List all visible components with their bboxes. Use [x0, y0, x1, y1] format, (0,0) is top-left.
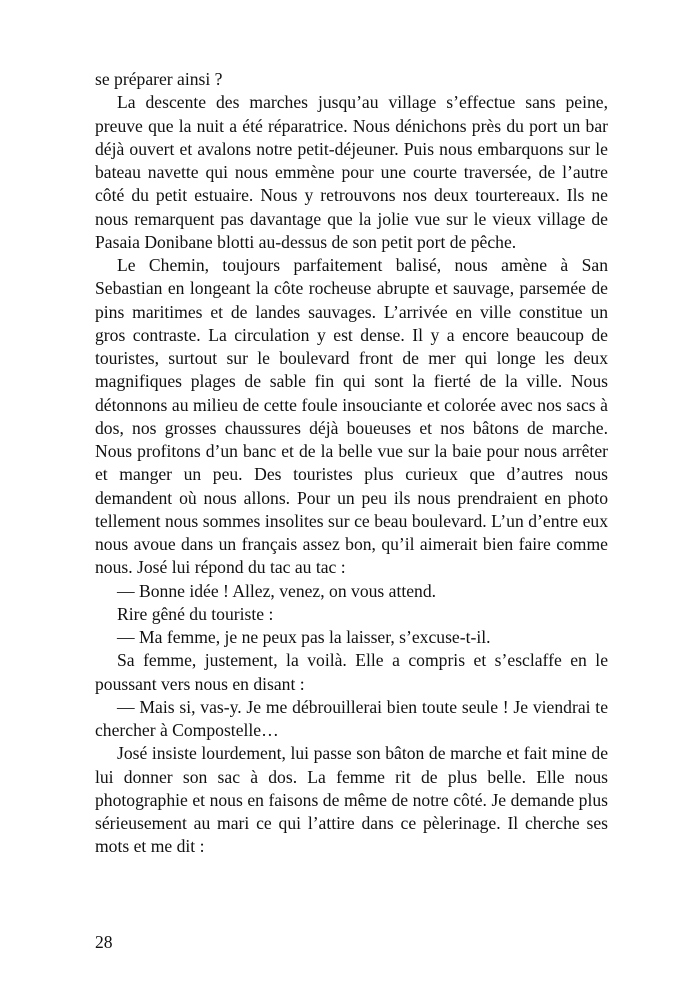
paragraph: La descente des marches jusqu’au village s’effectue sans peine, preuve que la nuit a été réparatrice. Nous dénichons près du port un bar déjà ouvert et avalons notre petit-déjeuner. Puis nous embarquons sur le bateau navette qui nous emmène pour une courte traversée, de l’autre côté du petit estuaire. Nous y retrouvons nos deux tourtereaux. Ils ne nous remarquent pas davantage que la jolie vue sur le vieux village de Pasaia Donibane blotti au-dessus de son petit port de pêche.: [95, 92, 608, 252]
page-number: 28: [95, 932, 113, 952]
paragraph: Sa femme, justement, la voilà. Elle a compris et s’esclaffe en le poussant vers nous en disant :: [95, 650, 608, 694]
dialogue-line: — Ma femme, je ne peux pas la laisser, s’excuse-t-il.: [117, 627, 491, 647]
paragraph-continuation: se préparer ainsi ?: [95, 69, 223, 89]
paragraph: Rire gêné du touriste :: [117, 603, 274, 624]
body-text: [95, 68, 608, 859]
paragraph: José insiste lourdement, lui passe son bâton de marche et fait mine de lui donner son sac à dos. La femme rit de plus belle. Elle nous photographie et nous en faisons de même de notre côté. Je demande plus sérieusement au mari ce qui l’attire dans ce pèlerinage. Il cherche ses mots et me dit :: [95, 743, 608, 857]
dialogue-line: — Bonne idée ! Allez, venez, on vous attend.: [117, 580, 437, 601]
dialogue-line: — Mais si, vas-y. Je me débrouillerai bien toute seule ! Je viendrai te chercher à Compostelle…: [95, 696, 608, 740]
paragraph: Le Chemin, toujours parfaitement balisé, nous amène à San Sebastian en longeant la côte rocheuse abrupte et sauvage, parsemée de pins maritimes et de landes sauvages. L’arrivée en ville constitue un gros contraste. La circulation y est dense. Il y a encore beaucoup de touristes, surtout sur le boulevard front de mer qui longe les deux magnifiques plages de sable fin qui sont la fierté de la ville. Nous détonnons au milieu de cette foule insouciante et colorée avec nos sacs à dos, nos grosses chaussures déjà boueuses et nos bâtons de marche. Nous profitons d’un banc et de la belle vue sur la baie pour nous arrêter et manger un peu. Des touristes plus curieux que d’autres nous demandent où nous allons. Pour un peu ils nous prendraient en photo tellement nous sommes insolites sur ce beau boulevard. L’un d’entre eux nous avoue dans un français assez bon, qu’il aimerait bien faire comme nous. José lui répond du tac au tac :: [95, 255, 608, 578]
